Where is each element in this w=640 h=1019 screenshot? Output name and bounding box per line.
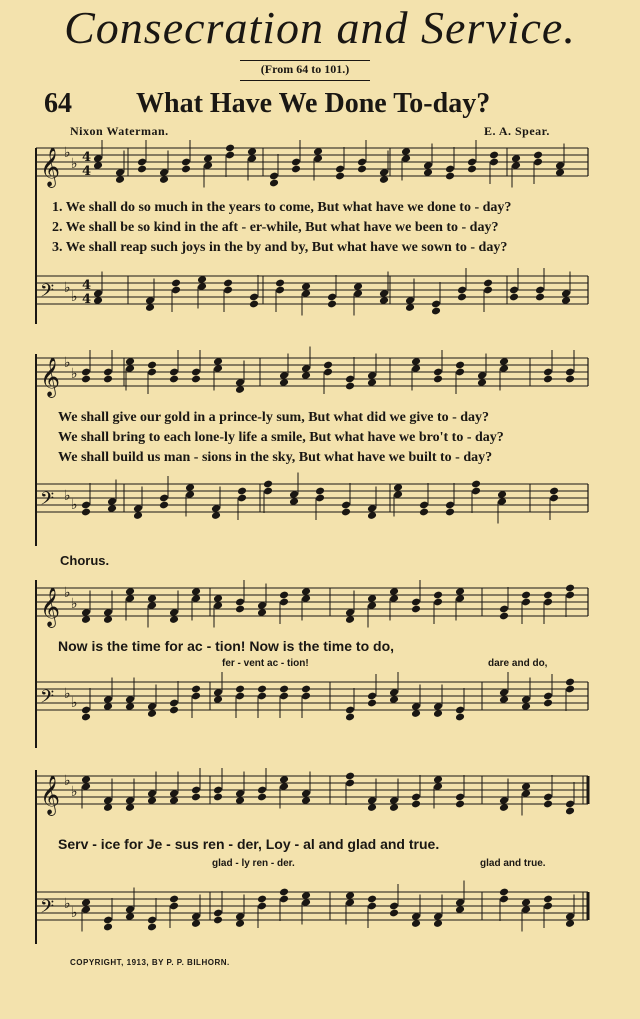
flat-icon: ♭: [64, 773, 71, 789]
note-head: [433, 375, 443, 384]
note-head: [301, 685, 311, 694]
note-head: [159, 501, 169, 510]
note-head: [191, 375, 201, 384]
note-head: [543, 699, 553, 708]
note-head: [291, 165, 301, 174]
note-head: [565, 584, 575, 593]
time-signature: 4: [82, 164, 92, 179]
flat-icon: ♭: [64, 355, 71, 371]
note-head: [171, 279, 181, 288]
system-brace: [35, 148, 37, 324]
note-head: [137, 165, 147, 174]
flat-icon: ♭: [71, 156, 78, 172]
note-head: [549, 487, 559, 496]
flat-icon: ♭: [64, 686, 71, 702]
note-head: [147, 361, 157, 370]
note-head: [169, 375, 179, 384]
note-head: [181, 165, 191, 174]
bass-staff-chorus-1: [0, 672, 640, 756]
verse-2-line: 2. We shall be so kind in the aft - er-while, But what have we been to - day?: [52, 220, 499, 235]
verse-3-line: 3. We shall reap such joys in the by and by, But what have we sown to - day?: [52, 240, 508, 255]
hymn-range: (From 64 to 101.): [260, 62, 350, 76]
note-head: [467, 165, 477, 174]
flat-icon: ♭: [71, 784, 78, 800]
treble-staff-system-2: [0, 346, 640, 404]
treble-staff-chorus-2: [0, 762, 640, 834]
system-brace: [35, 770, 37, 944]
chorus-line-2-bass-b: glad and true.: [480, 858, 546, 869]
flat-icon: ♭: [64, 280, 71, 296]
flat-icon: ♭: [64, 488, 71, 504]
note-head: [433, 591, 443, 600]
note-head: [169, 895, 179, 904]
note-head: [499, 612, 509, 621]
note-head: [455, 361, 465, 370]
note-head: [81, 375, 91, 384]
note-head: [191, 793, 201, 802]
note-head: [327, 300, 337, 309]
bass-staff-system-2: [0, 470, 640, 554]
chorus-label: Chorus.: [60, 553, 110, 568]
note-head: [223, 279, 233, 288]
flat-icon: ♭: [64, 896, 71, 912]
verse-2-line-2: We shall bring to each lone-ly life a smile, But what have we bro't to - day?: [58, 430, 504, 445]
note-head: [249, 300, 259, 309]
flat-icon: ♭: [71, 695, 78, 711]
note-head: [455, 713, 465, 722]
note-head: [445, 508, 455, 517]
note-head: [565, 678, 575, 687]
time-signature: 4: [82, 150, 92, 165]
note-head: [543, 375, 553, 384]
chorus-line-1-bass-b: dare and do,: [488, 658, 548, 669]
note-head: [543, 800, 553, 809]
note-head: [169, 706, 179, 715]
note-head: [103, 923, 113, 932]
treble-staff-system-1: [0, 140, 640, 198]
divider-bottom: [240, 80, 370, 81]
bass-clef-icon: 𝄢: [40, 489, 55, 514]
verse-3-line-2: We shall build us man - sions in the sky, But what have we built to - day?: [58, 450, 493, 465]
note-head: [431, 307, 441, 316]
note-head: [237, 487, 247, 496]
note-head: [509, 293, 519, 302]
note-head: [279, 888, 289, 897]
flat-icon: ♭: [64, 585, 71, 601]
note-head: [411, 605, 421, 614]
note-head: [543, 591, 553, 600]
chorus-line-2: Serv - ice for Je - sus ren - der, Loy - al and glad and true.: [58, 836, 440, 852]
section-title: Consecration and Service.: [64, 2, 576, 53]
treble-clef-icon: 𝄞: [40, 147, 61, 187]
note-head: [565, 375, 575, 384]
treble-clef-icon: 𝄞: [40, 775, 61, 815]
note-head: [275, 279, 285, 288]
note-head: [103, 375, 113, 384]
bass-clef-icon: 𝄢: [40, 897, 55, 922]
note-head: [147, 923, 157, 932]
note-head: [341, 508, 351, 517]
note-head: [543, 895, 553, 904]
treble-staff-chorus-1: [0, 572, 640, 636]
chorus-line-1-bass-a: fer - vent ac - tion!: [222, 658, 309, 669]
note-head: [345, 772, 355, 781]
note-head: [535, 293, 545, 302]
system-brace: [35, 354, 37, 546]
bass-clef-icon: 𝄢: [40, 687, 55, 712]
chorus-line-2-bass-a: glad - ly ren - der.: [212, 858, 295, 869]
time-signature: 4: [82, 292, 92, 307]
note-head: [489, 151, 499, 160]
author-credit: Nixon Waterman.: [70, 124, 169, 138]
time-signature: 4: [82, 278, 92, 293]
note-head: [257, 793, 267, 802]
note-head: [357, 165, 367, 174]
treble-clef-icon: 𝄞: [40, 587, 61, 627]
note-head: [81, 713, 91, 722]
note-head: [315, 487, 325, 496]
note-head: [335, 172, 345, 181]
flat-icon: ♭: [71, 497, 78, 513]
divider-top: [240, 60, 370, 61]
hymn-number: 64: [44, 88, 72, 119]
note-head: [213, 916, 223, 925]
note-head: [445, 172, 455, 181]
flat-icon: ♭: [71, 366, 78, 382]
note-head: [455, 800, 465, 809]
flat-icon: ♭: [71, 596, 78, 612]
note-head: [279, 685, 289, 694]
chorus-line-1: Now is the time for ac - tion! Now is the time to do,: [58, 638, 395, 654]
note-head: [457, 293, 467, 302]
bass-staff-system-1: [0, 262, 640, 332]
composer-credit: E. A. Spear.: [484, 124, 550, 138]
note-head: [389, 909, 399, 918]
note-head: [345, 382, 355, 391]
bass-staff-chorus-2: [0, 872, 640, 952]
note-head: [471, 480, 481, 489]
note-head: [367, 699, 377, 708]
note-head: [257, 685, 267, 694]
note-head: [419, 508, 429, 517]
note-head: [191, 685, 201, 694]
note-head: [483, 279, 493, 288]
note-head: [533, 151, 543, 160]
note-head: [235, 605, 245, 614]
note-head: [367, 895, 377, 904]
copyright-notice: COPYRIGHT, 1913, BY P. P. BILHORN.: [70, 958, 230, 967]
note-head: [235, 685, 245, 694]
note-head: [521, 591, 531, 600]
note-head: [263, 480, 273, 489]
note-head: [213, 793, 223, 802]
verse-1-line: 1. We shall do so much in the years to come, But what have we done to - day?: [52, 200, 512, 215]
flat-icon: ♭: [71, 905, 78, 921]
note-head: [323, 361, 333, 370]
hymn-title: What Have We Done To-day?: [136, 88, 491, 119]
note-head: [565, 807, 575, 816]
flat-icon: ♭: [64, 145, 71, 161]
note-head: [269, 179, 279, 188]
note-head: [279, 591, 289, 600]
note-head: [499, 888, 509, 897]
verse-1-line-2: We shall give our gold in a prince-ly sum, But what did we give to - day?: [58, 410, 490, 425]
treble-clef-icon: 𝄞: [40, 357, 61, 397]
note-head: [411, 800, 421, 809]
note-head: [257, 895, 267, 904]
bass-clef-icon: 𝄢: [40, 281, 55, 306]
flat-icon: ♭: [71, 289, 78, 305]
system-brace: [35, 580, 37, 748]
note-head: [81, 508, 91, 517]
note-head: [345, 713, 355, 722]
note-head: [225, 144, 235, 153]
